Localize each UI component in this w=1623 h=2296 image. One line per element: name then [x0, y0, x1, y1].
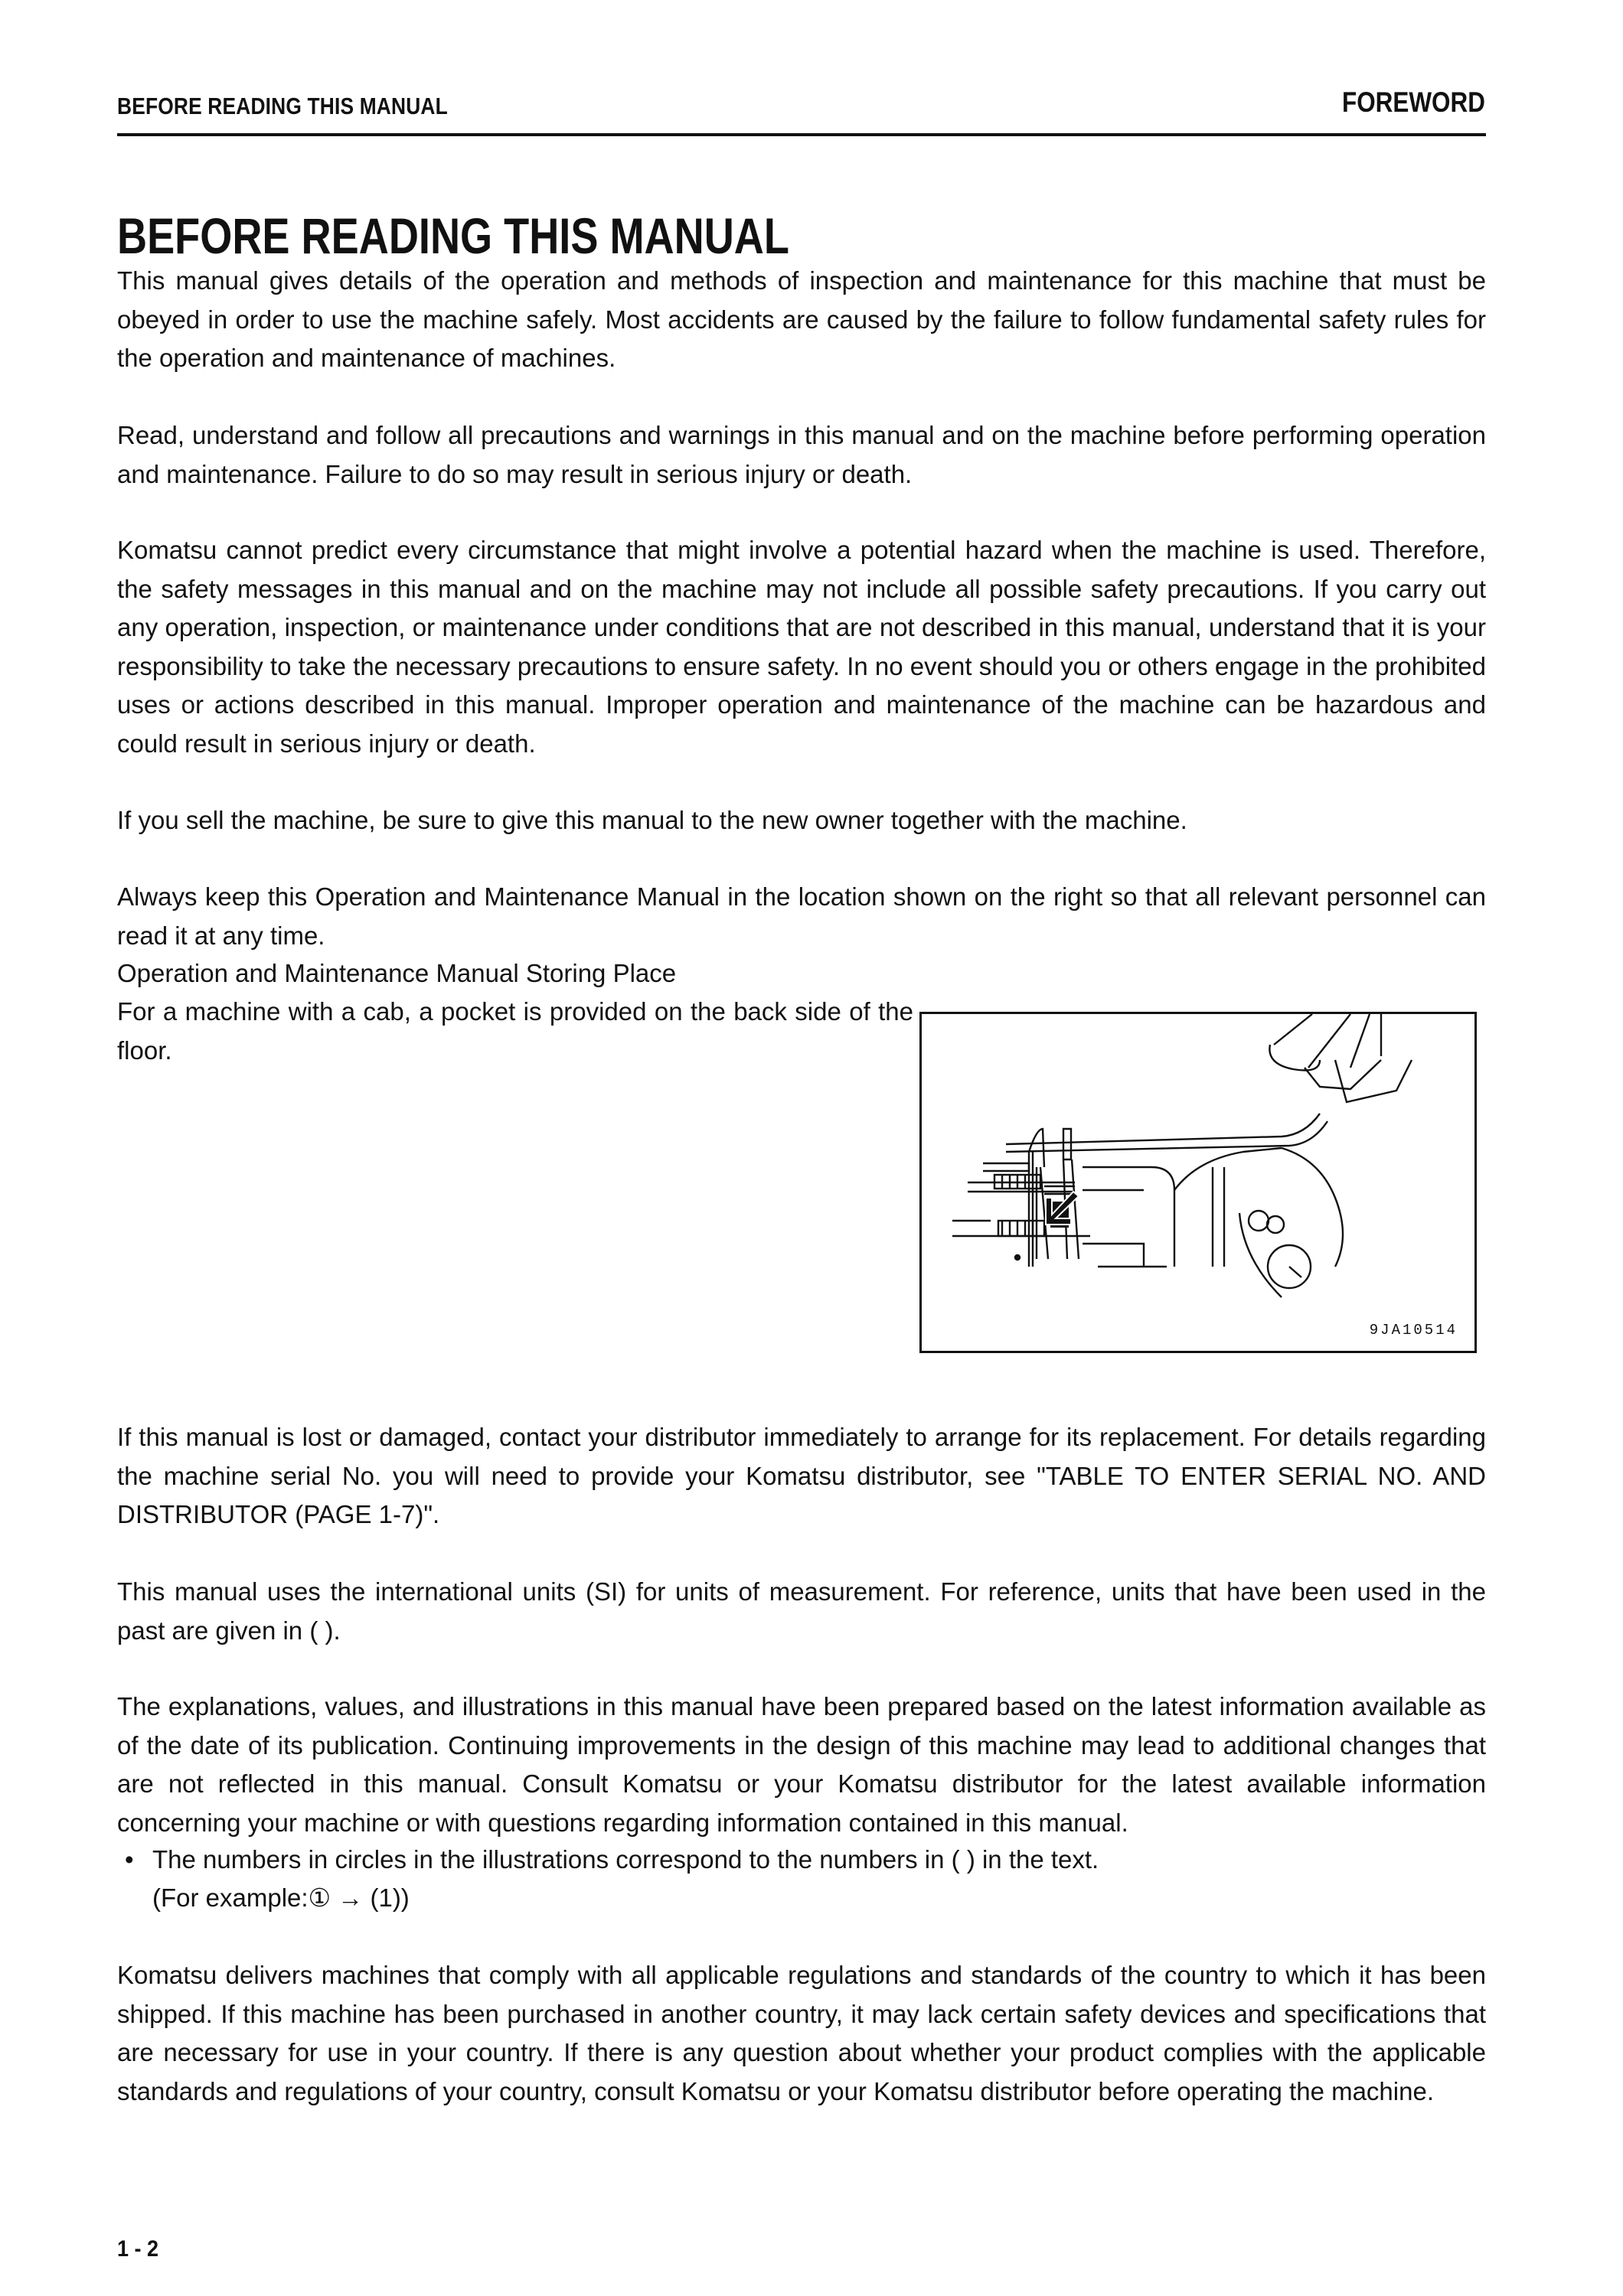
paragraph-intro: This manual gives details of the operation and methods of inspection and maintenance for this machine that must be obeyed in order to use the machine safely. Most accidents are caused by the failure to follow fundamental safety rules for the operation and maintenance of machines.	[117, 266, 1486, 372]
page-title: BEFORE READING THIS MANUAL	[117, 207, 789, 264]
paragraph-regulations: Komatsu delivers machines that comply with all applicable regulations and standards of the country to which it has been shipped. If this machine has been purchased in another country, it may lack certain safety devices and specifications that are necessary for use in your country. If there is any question about whether your product complies with the applicable standards and regulations of your country, consult Komatsu or your Komatsu distributor before operating the machine.	[117, 1961, 1486, 2105]
paragraph-explanations: The explanations, values, and illustrations in this manual have been prepared based on the latest information available as of the date of its publication. Continuing improvements in the design of this machine may lead to additional changes that are not reflected in this manual. Consult Komatsu or your Komatsu distributor for the latest available information concerning your machine or with questions regarding information contained in this manual.	[117, 1692, 1486, 1837]
paragraph-replacement: If this manual is lost or damaged, contact your distributor immediately to arrange for its replacement. For details regarding the machine serial No. you will need to provide your Komatsu distributor, see "TABLE TO ENTER SERIAL NO. AND DISTRIBUTOR (PAGE 1-7)".	[117, 1423, 1486, 1528]
arrow-icon	[1046, 1192, 1079, 1228]
running-header-section: BEFORE READING THIS MANUAL	[117, 93, 448, 119]
bullet-example: (For example:① → (1))	[152, 1883, 410, 1912]
paragraph-sale: If you sell the machine, be sure to give this manual to the new owner together with the machine.	[117, 806, 1187, 834]
header-rule	[117, 133, 1486, 136]
paragraph-storage: Always keep this Operation and Maintenance Manual in the location shown on the right so that all relevant personnel can read it at any time.	[117, 882, 1486, 950]
paragraph-units: This manual uses the international units (SI) for units of measurement. For reference, units that have been used in the past are given in ( ).	[117, 1577, 1486, 1645]
bullet-text: The numbers in circles in the illustrations correspond to the numbers in ( ) in the text.	[152, 1845, 1099, 1874]
paragraph-precautions: Read, understand and follow all precautions and warnings in this manual and on the machine before performing operation and maintenance. Failure to do so may result in serious injury or death.	[117, 421, 1486, 488]
paragraph-storage-location: For a machine with a cab, a pocket is provided on the back side of the floor.	[117, 997, 913, 1065]
page-number: 1 - 2	[117, 2236, 159, 2262]
bullet-symbol: •	[125, 1845, 134, 1874]
running-header-chapter: FOREWORD	[1342, 86, 1485, 118]
paragraph-storage-heading: Operation and Maintenance Manual Storing Place	[117, 959, 677, 987]
cab-floor-drawing	[922, 1014, 1474, 1351]
figure-code: 9JA10514	[1369, 1322, 1458, 1339]
manual-storage-illustration	[919, 1012, 1477, 1353]
paragraph-hazards: Komatsu cannot predict every circumstance that might involve a potential hazard when the machine is used. Therefore, the safety messages in this manual and on the machine may not include all possible safety precautions. If you carry out any operation, inspection, or maintenance under conditions that are not described in this manual, understand that it is your responsibility to take the necessary precautions to ensure safety. In no event should you or others engage in the prohibited uses or actions described in this manual. Improper operation and maintenance of the machine can be hazardous and could result in serious injury or death.	[117, 536, 1486, 758]
